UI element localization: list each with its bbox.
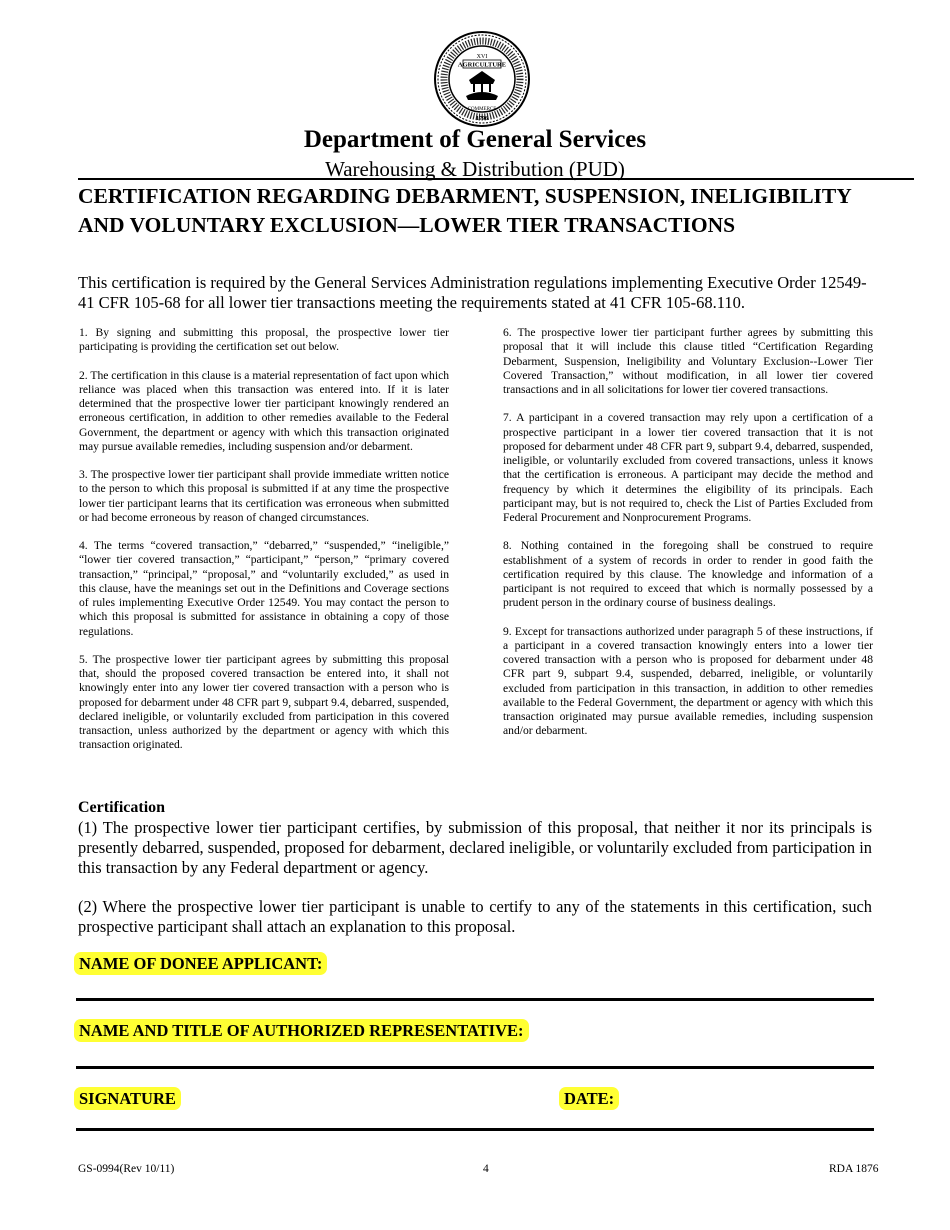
svg-text:XVI: XVI [476,54,488,60]
authorized-representative-label-wrap [74,1021,529,1041]
donee-applicant-label-wrap [74,954,327,974]
instruction-3: 3. The prospective lower tier participant shall provide immediate written notice to the person to which this proposal is submitted if at any time the prospective lower tier participant learns that its certification was erroneous when submitted or had become erroneous by reason of changed circumstances. [79,468,449,524]
signature-date-field[interactable] [76,1128,874,1131]
authorized-representative-label: NAME AND TITLE OF AUTHORIZED REPRESENTATIVE: [74,1019,529,1042]
donee-applicant-label: NAME OF DONEE APPLICANT: [74,952,327,975]
certification-heading: Certification [78,799,166,816]
svg-text:AGRICULTURE: AGRICULTURE [457,61,507,69]
instructions-right-column [503,326,873,753]
instruction-1: 1. By signing and submitting this proposal, the prospective lower tier participating is providing the certification set out below. [79,326,449,354]
department-name: Department of General Services [303,126,647,153]
instruction-7: 7. A participant in a covered transaction may rely upon a certification of a prospective participant in a lower tier covered transaction that it is not proposed for debarment under 48 CFR part 9, subpart 9.4, debarred, suspended, ineligible, or voluntarily excluded from covered transactions, unless it knows that the certification is erroneous. A participant may decide the method and frequency by which it determines the eligibility of its principals. Each participant may, but is not required to, check the List of Parties Excluded from Federal Procurement and Nonprocurement Programs. [503,411,873,524]
authorized-representative-field[interactable] [76,1066,874,1069]
instructions-left-column [79,326,449,767]
rda-number: RDA 1876 [829,1163,879,1175]
signature-label: SIGNATURE [74,1087,181,1110]
donee-applicant-field[interactable] [76,998,874,1001]
svg-text:1796: 1796 [476,116,488,122]
certification-paragraph-2: (2) Where the prospective lower tier participant is unable to certify to any of the statements in this certification, such prospective participant shall attach an explanation to this proposal. [78,897,872,936]
instruction-9: 9. Except for transactions authorized under paragraph 5 of these instructions, if a participant in a covered transaction knowingly enters into a lower tier covered transaction with a person who is proposed for debarment under 48 CFR part 9, subpart 9.4, suspended, debarred, ineligible, or voluntarily excluded from participation in this transaction, in addition to other remedies available to the Federal Government, the department or agency with which this transaction originated may pursue available remedies, including suspension and/or debarment. [503,624,873,738]
instruction-8: 8. Nothing contained in the foregoing shall be construed to require establishment of a system of records in order to render in good faith the certification required by this clause. The knowledge and information of a participant is not required to exceed that which is normally possessed by a prudent person in the ordinary course of business dealings. [503,539,873,610]
title-line-1: CERTIFICATION REGARDING DEBARMENT, SUSPENSION, INELIGIBILITY [78,184,852,208]
intro-paragraph: This certification is required by the General Services Administration regulations implementing Executive Order 12549-41 CFR 105-68 for all lower tier transactions meeting the requirements stated at 41 CFR 105-68.110. [78,273,867,312]
date-label: DATE: [559,1087,619,1110]
date-label-wrap [559,1089,619,1109]
certification-paragraph-1: (1) The prospective lower tier participant certifies, by submission of this proposal, that neither it nor its principals is presently debarred, suspended, proposed for debarment, declared ineligible, or voluntarily excluded from participation in this transaction by any Federal department or agency. [78,818,872,877]
instruction-5: 5. The prospective lower tier participant agrees by submitting this proposal that, should the proposed covered transaction be entered into, it shall not knowingly enter into any lower tier covered transaction with a person who is proposed for debarment under 48 CFR part 9, subpart 9.4, debarred, suspended, declared ineligible, or voluntarily excluded from participation in this covered transaction, unless authorized by the department or agency with which this transaction originated. [79,652,449,752]
instruction-4: 4. The terms “covered transaction,” “debarred,” “suspended,” “ineligible,” “lower tier covered transaction,” “participant,” “person,” “primary covered transaction,” “principal,” “proposal,” and “voluntarily excluded,” as used in this clause, have the meanings set out in the Definitions and Coverage sections of rules implementing Executive Order 12549. You may contact the person to which this proposal is submitted for assistance in obtaining a copy of those regulations. [79,539,449,638]
certification-body [78,818,872,956]
header-divider [78,178,914,180]
signature-label-wrap [74,1089,181,1109]
document-title [78,182,918,240]
svg-text:COMMERCE: COMMERCE [467,107,497,112]
title-line-2: AND VOLUNTARY EXCLUSION—LOWER TIER TRANSACTIONS [78,213,736,237]
state-seal-logo [433,30,531,128]
instruction-2: 2. The certification in this clause is a material representation of fact upon which reliance was placed when this transaction was entered into. If it is later determined that the prospective lower tier participant knowingly rendered an erroneous certification, in addition to other remedies available to the Federal Government, the department or agency with which this transaction originated may pursue available remedies, including suspension and/or debarment. [79,368,450,453]
division-name: Warehousing & Distribution (PUD) [325,157,625,181]
instruction-6: 6. The prospective lower tier participant further agrees by submitting this proposal that it will include this clause titled “Certification Regarding Debarment, Suspension, Ineligibility and Voluntary Exclusion--Lower Tier Covered Transaction,” without modification, in all lower tier covered transactions and in all solicitations for lower tier covered transactions. [503,326,873,396]
form-number: GS-0994(Rev 10/11) [78,1163,175,1175]
page-number: 4 [483,1163,489,1175]
